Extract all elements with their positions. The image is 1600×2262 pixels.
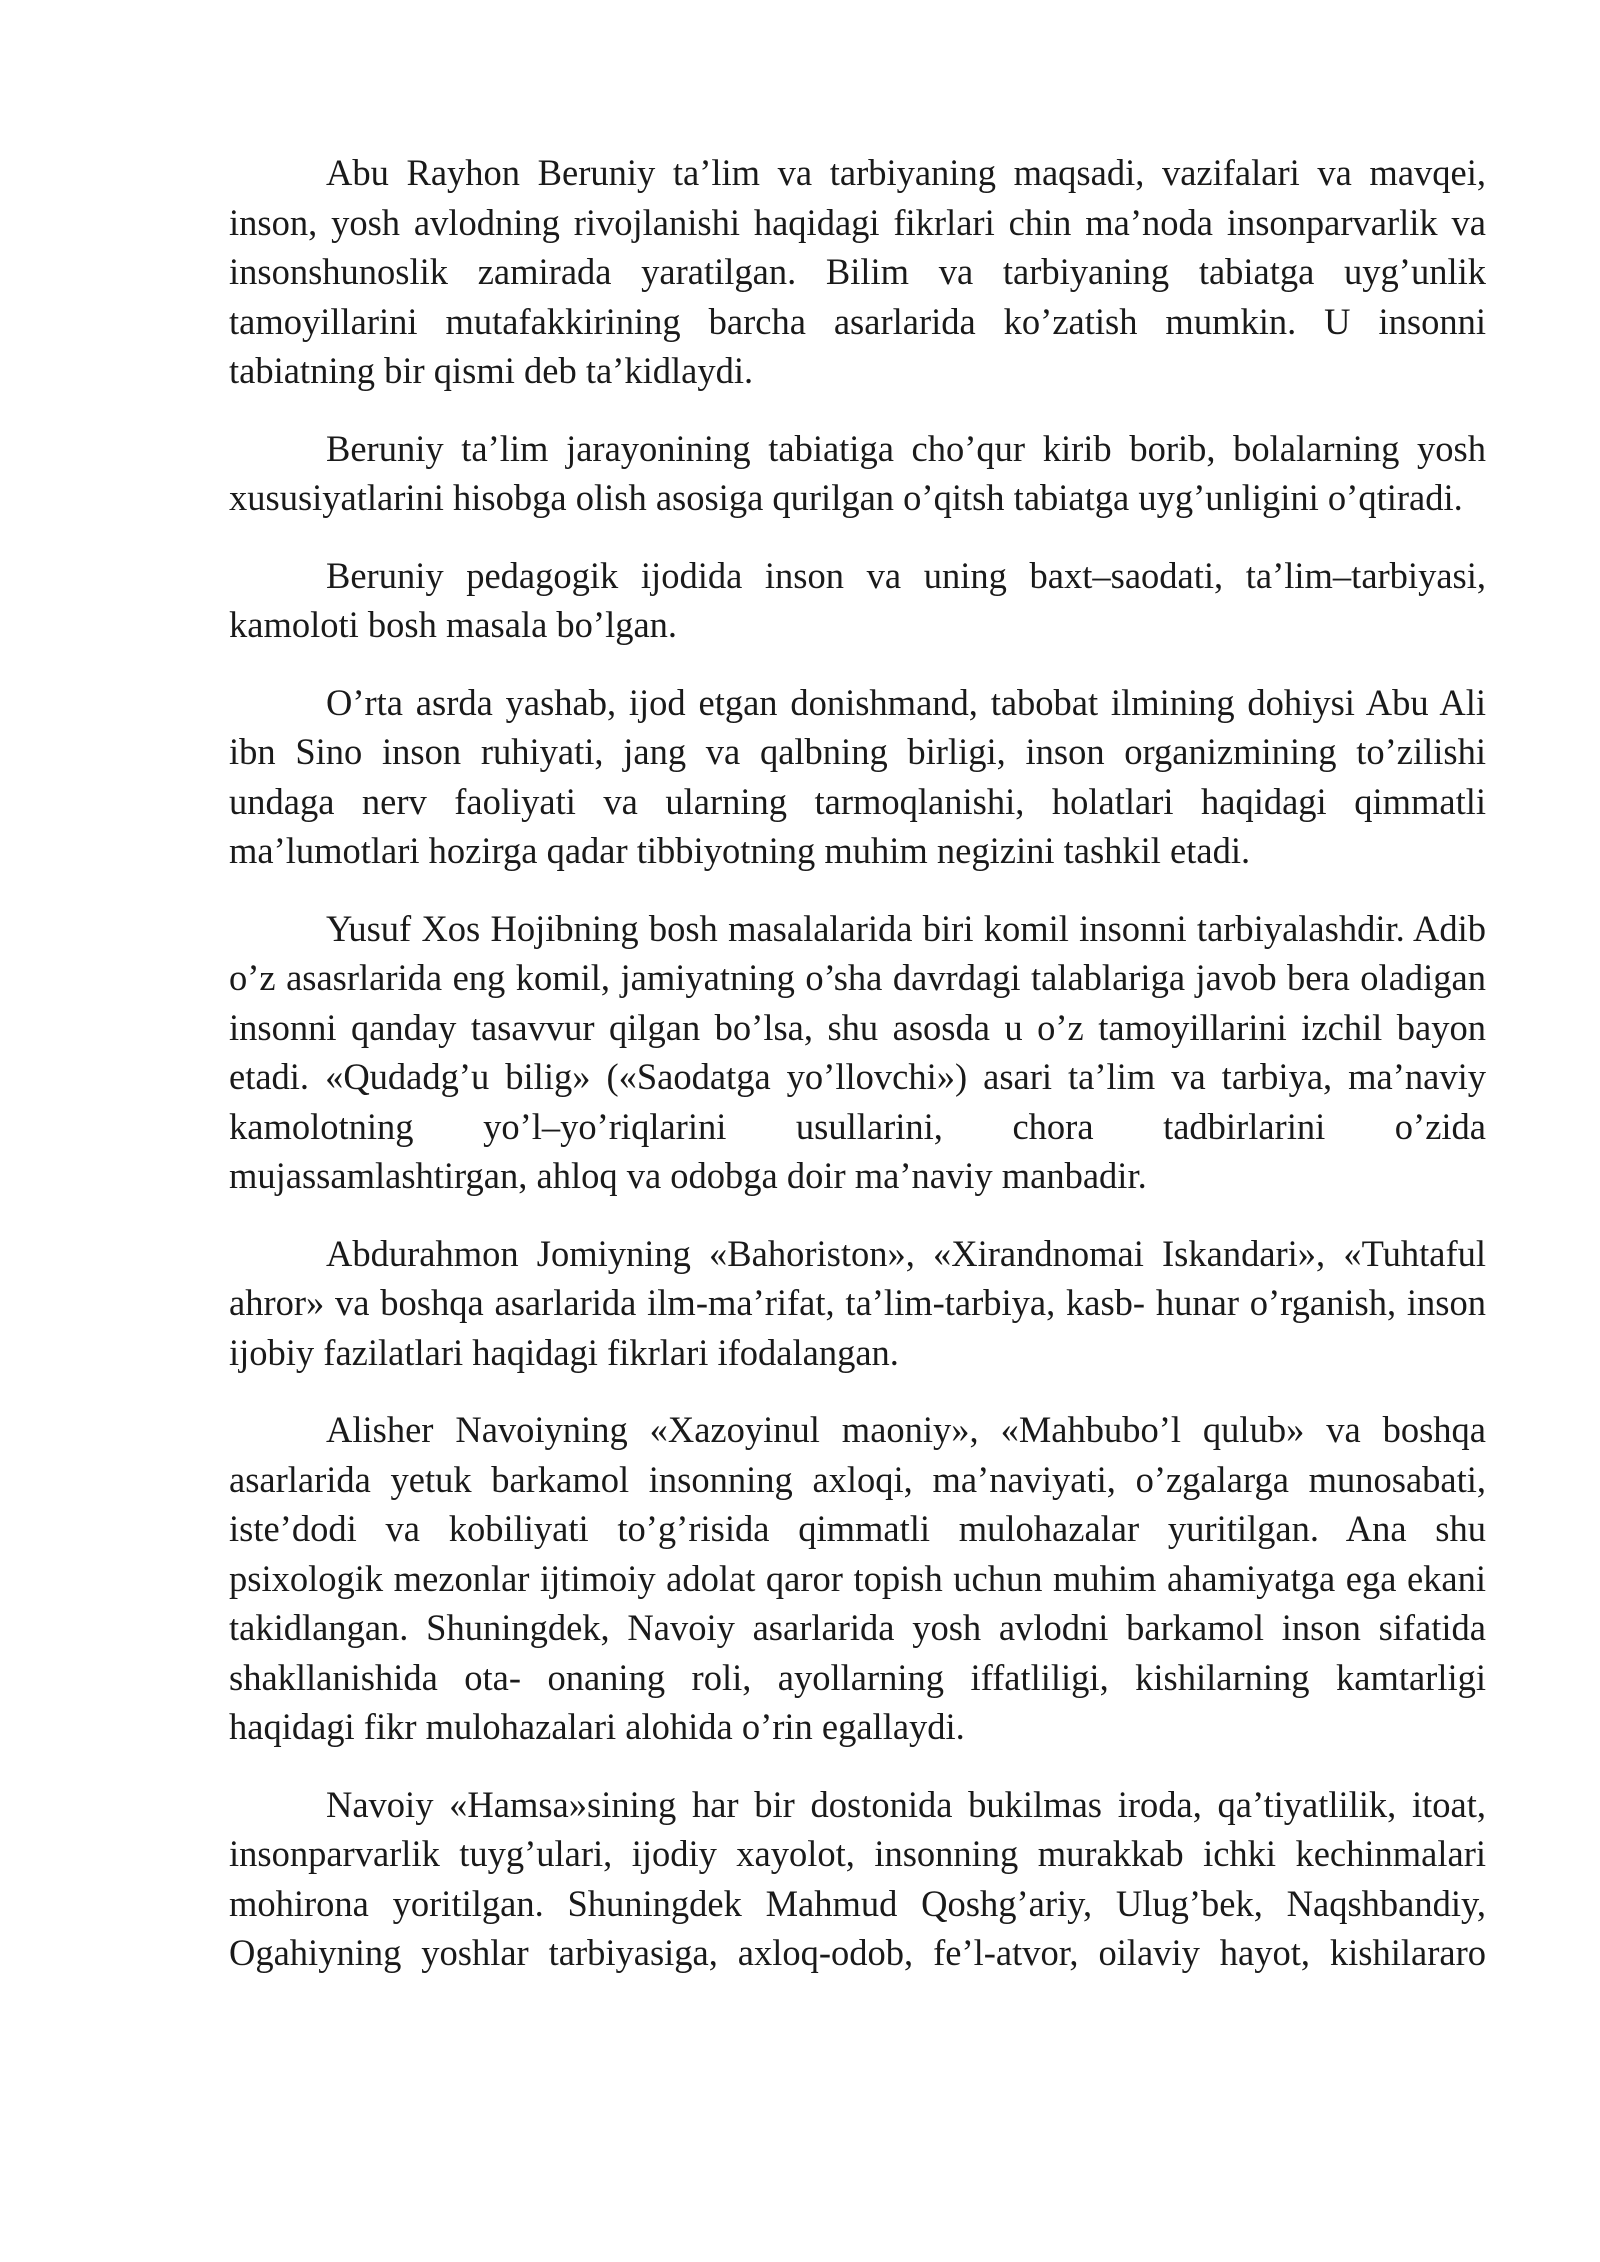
paragraph-beruniy-pedagogy: Beruniy pedagogik ijodida inson va uning baxt–saodati, ta’lim–tarbiyasi, kamoloti bosh masala bo’lgan. xyxy=(229,554,1486,645)
paragraph-beruniy-intro: Abu Rayhon Beruniy ta’lim va tarbiyaning maqsadi, vazifalari va mavqei, inson, yosh avlodning rivojlanishi haqidagi fikrlari chin ma’noda insonparvarlik va insonshunoslik zamirada yaratilgan. Bilim va tarbiyaning tabiatga uyg’unlik tamoyillarini mutafakkirining barcha asarlarida ko’zatish mumkin. U insonni tabiatning bir qismi deb ta’kidlaydi. xyxy=(229,152,1486,391)
paragraph-navoiy: Alisher Navoiyning «Xazoyinul maoniy», «Mahbubo’l qulub» va boshqa asarlarida yetuk barkamol insonning axloqi, ma’naviyati, o’zgalarga munosabati, iste’dodi va kobiliyati to’g’risida qimmatli mulohazalar yuritilgan. Ana shu psixologik mezonlar ijtimoiy adolat qaror topish uchun muhim ahamiyatga ega ekani takidlangan. Shuningdek, Navoiy asarlarida yosh avlodni barkamol inson sifatida shakllanishida ota- onaning roli, ayollarning iffatliligi, kishilarning kamtarligi haqidagi fikr mulohazalari alohida o’rin egallaydi. xyxy=(229,1409,1486,1747)
paragraph-jomiy: Abdurahmon Jomiyning «Bahoriston», «Xirandnomai Iskandari», «Tuhtaful ahror» va boshqa asarlarida ilm-ma’rifat, ta’lim-tarbiya, kasb- hunar o’rganish, inson ijobiy fazilatlari haqidagi fikrlari ifodalangan. xyxy=(229,1232,1486,1373)
body-text xyxy=(229,148,1486,2006)
paragraph-hamsa: Navoiy «Hamsa»sining har bir dostonida bukilmas iroda, qa’tiyatlilik, itoat, insonparvarlik tuyg’ulari, ijodiy xayolot, insonning murakkab ichki kechinmalari mohirona yoritilgan. Shuningdek Mahmud Qoshg’ariy, Ulug’bek, Naqshbandiy, Ogahiyning yoshlar tarbiyasiga, axloq-odob, fe’l-atvor, oilaviy hayot, kishilararo xyxy=(229,1783,1486,1973)
paragraph-yusuf-xos-hojib: Yusuf Xos Hojibning bosh masalalarida biri komil insonni tarbiyalashdir. Adib o’z asasrlarida eng komil, jamiyatning o’sha davrdagi talablariga javob bera oladigan insonni qanday tasavvur qilgan bo’lsa, shu asosda u o’z tamoyillarini izchil bayon etadi. «Qudadg’u bilig» («Saodatga yo’llovchi») asari ta’lim va tarbiya, ma’naviy kamolotning yo’l–yo’riqlarini usullarini, chora tadbirlarini o’zida mujassamlashtirgan, ahloq va odobga doir ma’naviy manbadir. xyxy=(229,907,1486,1196)
paragraph-beruniy-nature: Beruniy ta’lim jarayonining tabiatiga cho’qur kirib borib, bolalarning yosh xususiyatlarini hisobga olish asosiga qurilgan o’qitsh tabiatga uyg’unligini o’qtiradi. xyxy=(229,427,1486,518)
paragraph-ibn-sino: O’rta asrda yashab, ijod etgan donishmand, tabobat ilmining dohiysi Abu Ali ibn Sino inson ruhiyati, jang va qalbning birligi, inson organizmining to’zilishi undaga nerv faoliyati va ularning tarmoqlanishi, holatlari haqidagi qimmatli ma’lumotlari hozirga qadar tibbiyotning muhim negizini tashkil etadi. xyxy=(229,681,1486,871)
